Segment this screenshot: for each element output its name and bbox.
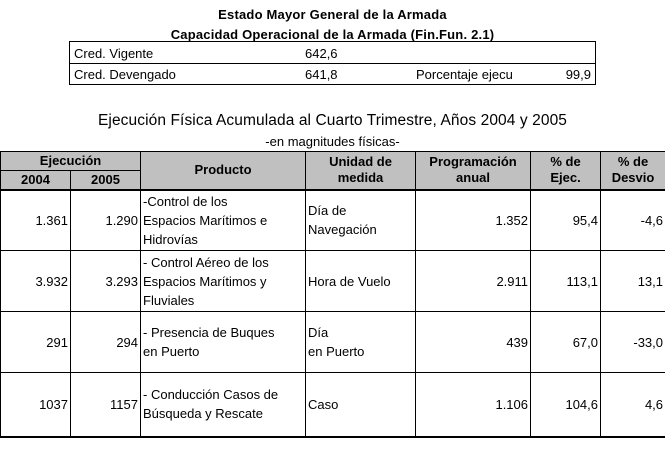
cell-producto xyxy=(141,373,306,437)
header-pct-ejec-line2: Ejec. xyxy=(550,170,581,186)
table-row xyxy=(1,190,665,251)
section-subtitle: -en magnitudes físicas- xyxy=(265,134,400,149)
credits-box xyxy=(69,41,596,85)
producto-line: Espacios Marítimos e xyxy=(143,212,268,228)
cell-programacion: 1.352 xyxy=(416,190,531,251)
cell-producto xyxy=(141,190,306,251)
cell-pct-desvio: 4,6 xyxy=(601,373,665,437)
credit-devengado-value: 641,8 xyxy=(305,67,338,82)
producto-line: Espacios Marítimos y xyxy=(143,273,267,289)
header-pct-desvio-line2: Desvio xyxy=(611,170,655,186)
producto-line: Fluviales xyxy=(143,292,195,308)
cell-pct-ejec: 95,4 xyxy=(531,190,601,251)
report-title: Estado Mayor General de la Armada xyxy=(218,7,447,22)
cell-programacion: 439 xyxy=(416,312,531,373)
cell-unidad xyxy=(306,190,416,251)
producto-line: - Control Aéreo de los xyxy=(143,254,269,270)
header-unidad-line2: medida xyxy=(337,170,384,186)
unidad-line: Navegación xyxy=(308,222,377,238)
execution-table xyxy=(0,151,665,438)
section-title: Ejecución Física Acumulada al Cuarto Trimestre, Años 2004 y 2005 xyxy=(97,112,568,129)
header-programacion-line2: anual xyxy=(456,170,490,186)
table-row xyxy=(1,373,665,437)
cell-unidad xyxy=(306,373,416,437)
cell-2005: 1.290 xyxy=(71,190,141,251)
cell-2004: 1.361 xyxy=(1,190,71,251)
header-unidad xyxy=(306,152,416,190)
cell-pct-ejec: 67,0 xyxy=(531,312,601,373)
header-programacion xyxy=(416,152,531,190)
unidad-line: en Puerto xyxy=(308,344,365,359)
unidad-line: Caso xyxy=(308,396,339,412)
producto-line: - Presencia de Buques xyxy=(143,325,275,340)
cell-pct-desvio: -33,0 xyxy=(601,312,665,373)
cell-2005: 294 xyxy=(71,312,141,373)
header-producto: Producto xyxy=(141,152,306,190)
cell-programacion: 2.911 xyxy=(416,251,531,312)
producto-line: -Control de los xyxy=(143,193,228,209)
cell-pct-desvio: -4,6 xyxy=(601,190,665,251)
header-unidad-line1: Unidad de xyxy=(329,154,392,170)
header-pct-ejec-line1: % de xyxy=(550,154,581,170)
cell-pct-desvio: 13,1 xyxy=(601,251,665,312)
cell-2004: 1037 xyxy=(1,373,71,437)
header-year-2004: 2004 xyxy=(1,171,71,190)
cell-pct-ejec: 104,6 xyxy=(531,373,601,437)
credit-row-devengado xyxy=(70,64,595,84)
unidad-line: Día xyxy=(308,325,329,340)
credit-row-vigente xyxy=(70,43,595,64)
header-ejecucion: Ejecución xyxy=(1,152,141,171)
producto-line: Búsqueda y Rescate xyxy=(143,406,263,422)
producto-line: en Puerto xyxy=(143,344,200,359)
unidad-line: Día de xyxy=(308,203,347,219)
cell-2005: 1157 xyxy=(71,373,141,437)
cell-2004: 3.932 xyxy=(1,251,71,312)
cell-unidad xyxy=(306,251,416,312)
table-row xyxy=(1,251,665,312)
header-pct-ejec xyxy=(531,152,601,190)
credit-vigente-label: Cred. Vigente xyxy=(74,46,154,61)
header-programacion-line1: Programación xyxy=(429,154,517,170)
table-header xyxy=(1,152,665,190)
cell-producto xyxy=(141,251,306,312)
header-pct-desvio-line1: % de xyxy=(617,154,649,170)
cell-2004: 291 xyxy=(1,312,71,373)
report-subtitle: Capacidad Operacional de la Armada (Fin.Fun. 2.1) xyxy=(170,27,495,42)
cell-pct-ejec: 113,1 xyxy=(531,251,601,312)
cell-programacion: 1.106 xyxy=(416,373,531,437)
header-pct-desvio xyxy=(601,152,665,190)
credit-vigente-value: 642,6 xyxy=(305,46,338,61)
cell-producto xyxy=(141,312,306,373)
table-row xyxy=(1,312,665,373)
producto-line: - Conducción Casos de xyxy=(143,387,279,403)
header-year-2005: 2005 xyxy=(71,171,141,190)
credit-devengado-label: Cred. Devengado xyxy=(74,67,176,82)
cell-unidad xyxy=(306,312,416,373)
unidad-line: Hora de Vuelo xyxy=(308,273,391,289)
cell-2005: 3.293 xyxy=(71,251,141,312)
percentage-label: Porcentaje ejecu xyxy=(416,67,513,82)
producto-line: Hidrovías xyxy=(143,231,198,247)
percentage-value: 99,9 xyxy=(565,67,591,82)
